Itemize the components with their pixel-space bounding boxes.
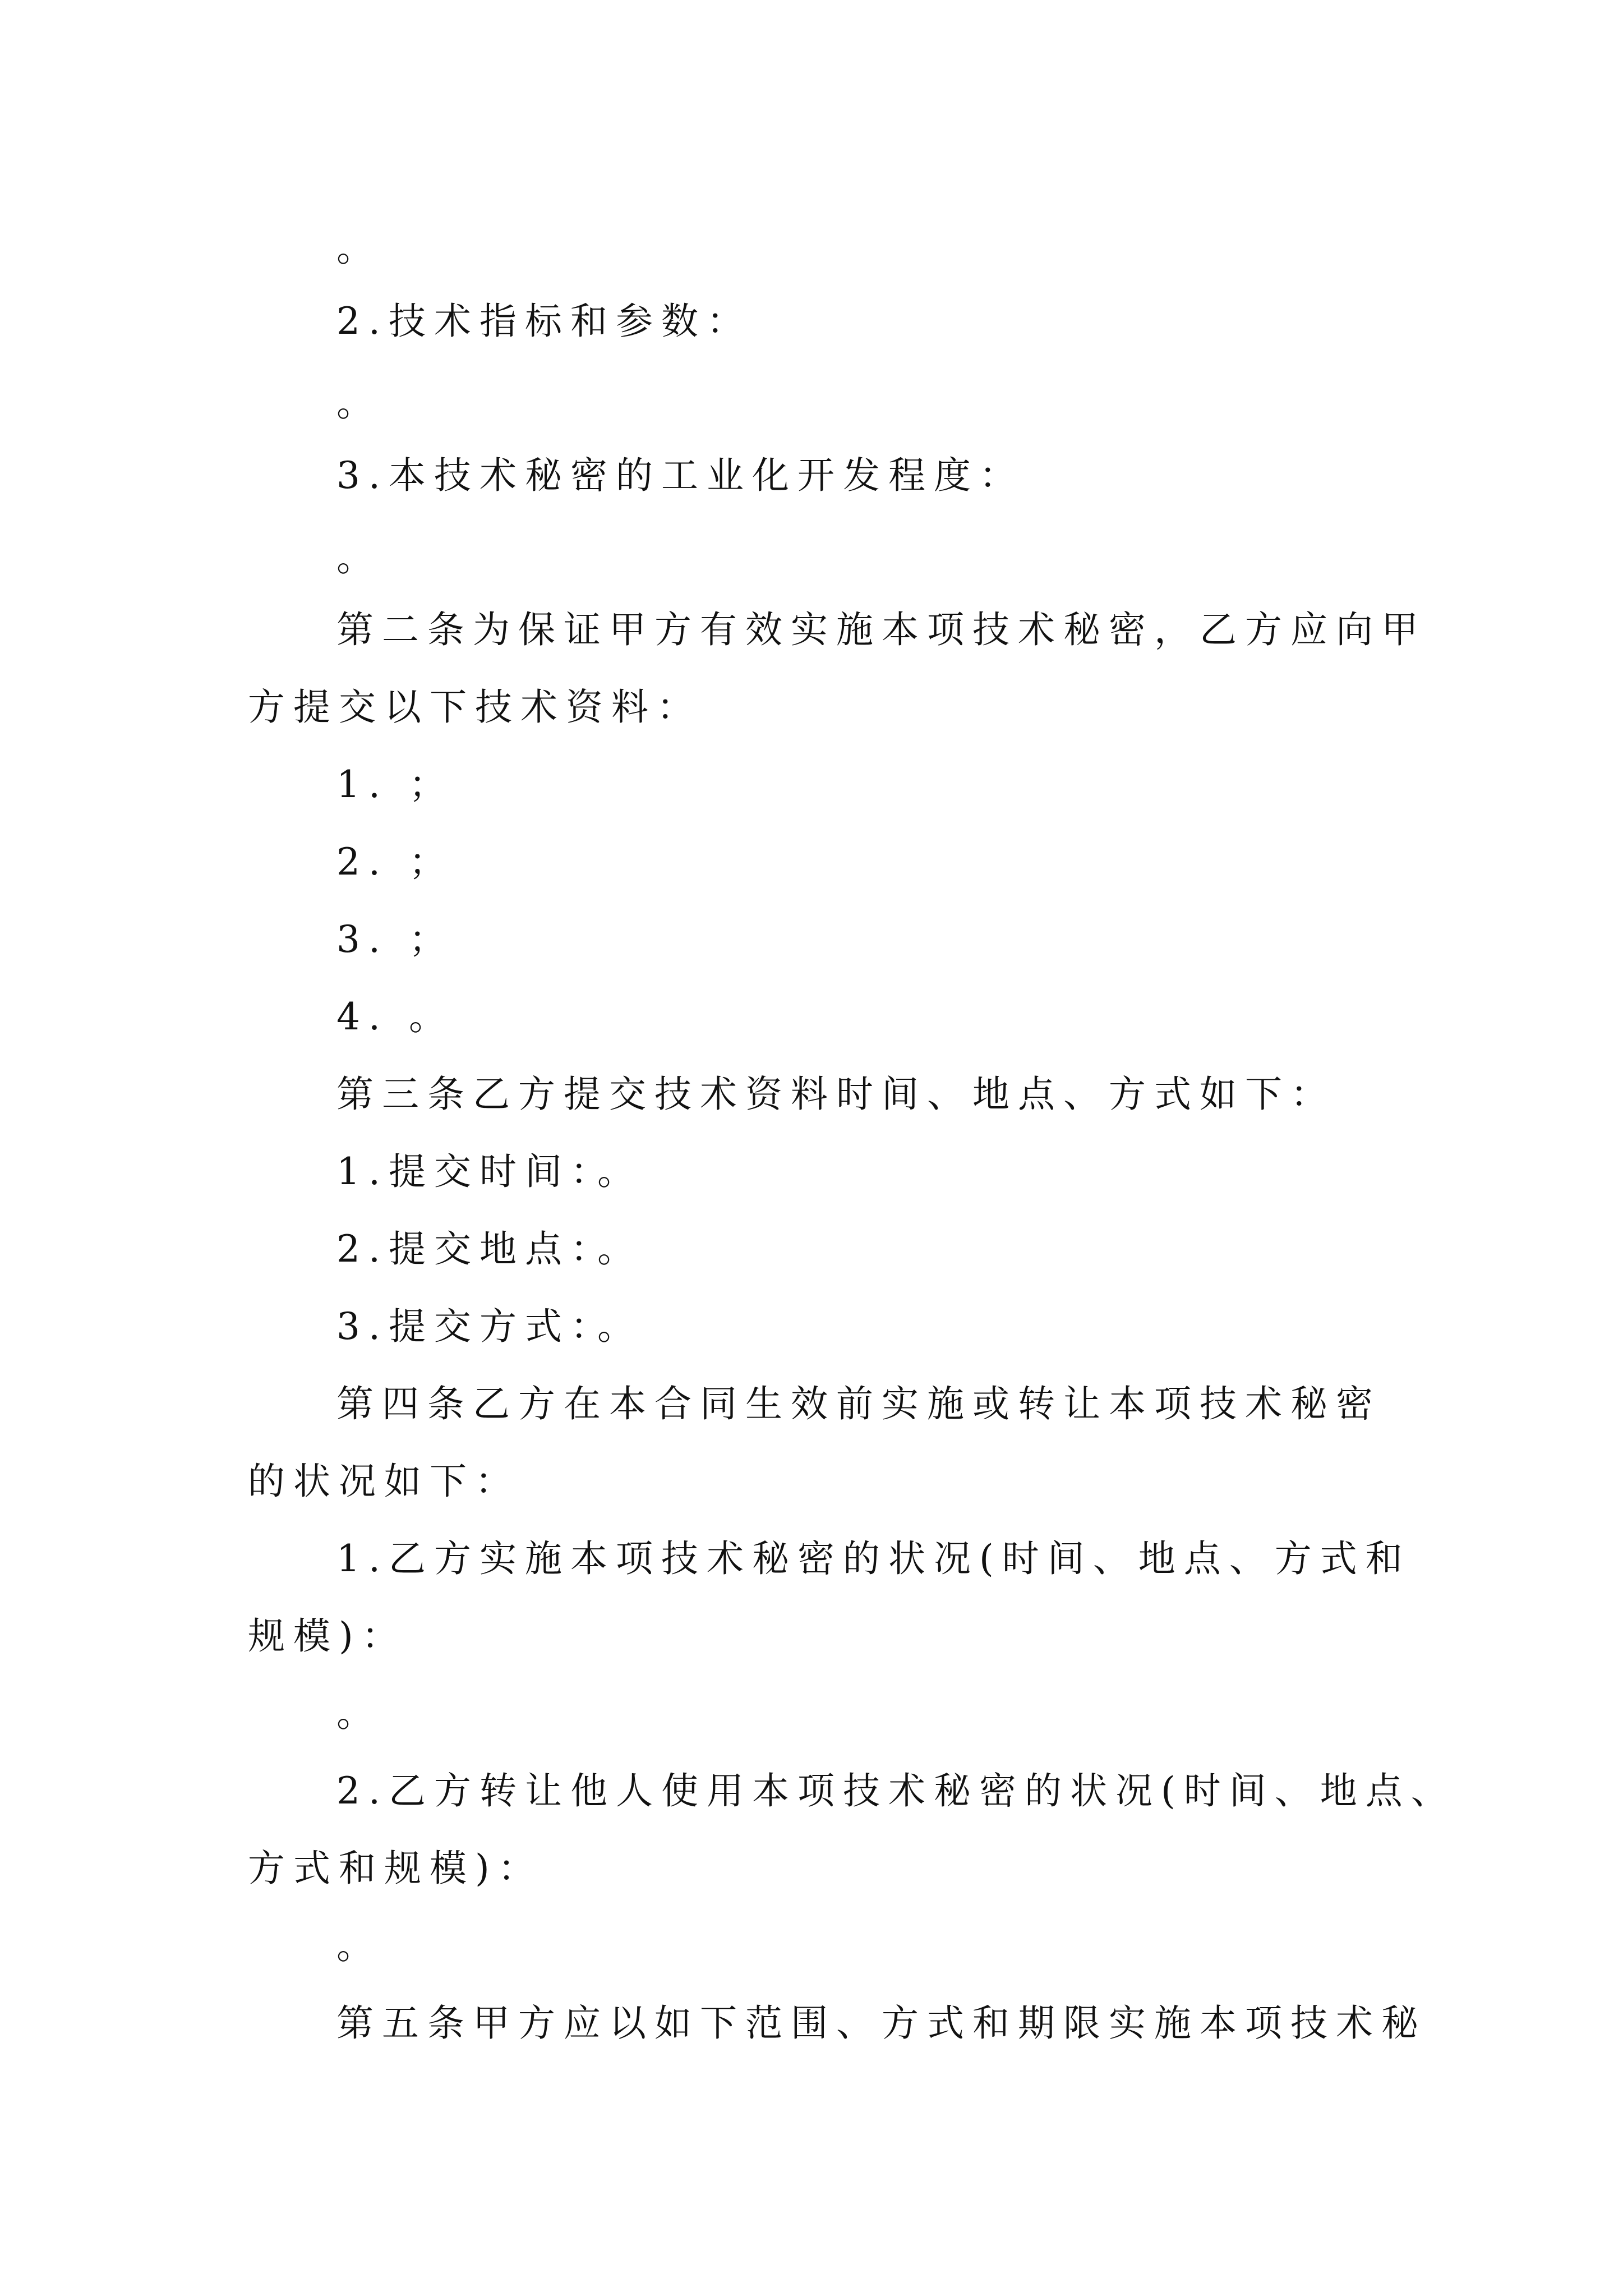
- text-line: 3. ；: [336, 918, 454, 961]
- text-line: 。: [336, 227, 382, 270]
- text-line: 。: [336, 1924, 382, 1967]
- text-line: 第五条甲方应以如下范围、方式和期限实施本项技术秘: [336, 2001, 1427, 2045]
- text-line: 第三条乙方提交技术资料时间、地点、方式如下：: [336, 1073, 1336, 1116]
- text-line: 1. ；: [336, 763, 454, 806]
- text-line: 第四条乙方在本合同生效前实施或转让本项技术秘密: [336, 1382, 1381, 1425]
- text-line: 1.提交时间：。: [336, 1150, 643, 1193]
- text-line: 2. ；: [336, 840, 454, 884]
- text-line: 2.技术指标和参数：: [336, 300, 752, 343]
- text-line: 的状况如下：: [248, 1460, 520, 1503]
- text-line: 。: [336, 536, 382, 579]
- text-line: 规模)：: [248, 1614, 407, 1658]
- text-line: 第二条为保证甲方有效实施本项技术秘密，乙方应向甲: [336, 608, 1427, 651]
- text-line: 。: [336, 1692, 382, 1735]
- text-line: 方提交以下技术资料：: [248, 685, 702, 729]
- text-line: 4. 。: [336, 995, 454, 1038]
- text-line: 3.本技术秘密的工业化开发程度：: [336, 454, 1025, 497]
- text-line: 方式和规模)：: [248, 1847, 543, 1890]
- text-line: 。: [336, 381, 382, 425]
- text-line: 3.提交方式：。: [336, 1305, 643, 1348]
- text-line: 1.乙方实施本项技术秘密的状况(时间、地点、方式和: [336, 1537, 1411, 1580]
- text-line: 2.乙方转让他人使用本项技术秘密的状况(时间、地点、: [336, 1769, 1456, 1812]
- text-line: 2.提交地点：。: [336, 1227, 643, 1271]
